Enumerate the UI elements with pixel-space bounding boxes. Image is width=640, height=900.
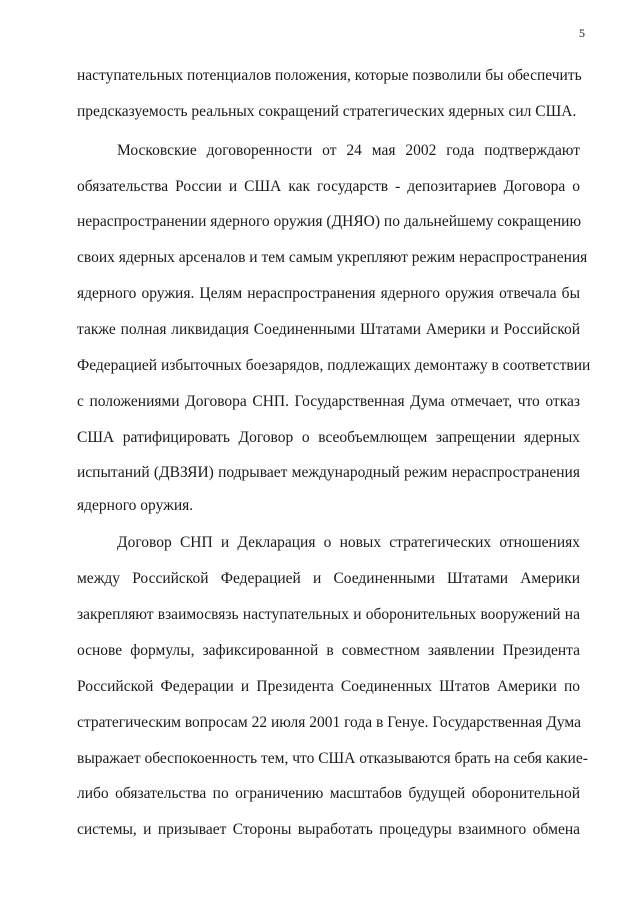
text-line: ядерного оружия. Целям нераспространения ядерного оружия отвечала бы xyxy=(77,285,580,302)
text-line: предсказуемость реальных сокращений стратегических ядерных сил США. xyxy=(77,103,577,120)
text-line: Федерацией избыточных боезарядов, подлежащих демонтажу в соответствии xyxy=(77,357,591,374)
text-line: основе формулы, зафиксированной в совместном заявлении Президента xyxy=(77,642,580,659)
text-line: также полная ликвидация Соединенными Штатами Америки и Российской xyxy=(77,321,580,338)
text-line: наступательных потенциалов положения, которые позволили бы обеспечить xyxy=(77,67,582,84)
text-line: Российской Федерации и Президента Соединенных Штатов Америки по xyxy=(77,678,580,695)
text-line: обязательства России и США как государств - депозитариев Договора о xyxy=(77,178,580,195)
text-line: Московские договоренности от 24 мая 2002 года подтверждают xyxy=(117,142,580,159)
text-line: США ратифицировать Договор о всеобъемлющем запрещении ядерных xyxy=(77,429,580,446)
text-line: ядерного оружия. xyxy=(77,497,194,514)
page-number: 5 xyxy=(579,26,585,40)
text-line: нераспространении ядерного оружия (ДНЯО) по дальнейшему сокращению xyxy=(77,213,582,230)
text-line: с положениями Договора СНП. Государственная Дума отмечает, что отказ xyxy=(77,393,580,410)
text-line: стратегическим вопросам 22 июля 2001 года в Генуе. Государственная Дума xyxy=(77,714,581,731)
text-line: закрепляют взаимосвязь наступательных и оборонительных вооружений на xyxy=(77,606,580,623)
text-line: системы, и призывает Стороны выработать процедуры взаимного обмена xyxy=(77,821,580,838)
text-line: испытаний (ДВЗЯИ) подрывает международный режим нераспространения xyxy=(77,464,580,481)
text-line: Договор СНП и Декларация о новых стратегических отношениях xyxy=(117,534,580,551)
text-line: своих ядерных арсеналов и тем самым укрепляют режим нераспространения xyxy=(77,249,588,266)
text-line: либо обязательства по ограничению масштабов будущей оборонительной xyxy=(77,785,580,802)
text-line: выражает обеспокоенность тем, что США отказываются брать на себя какие- xyxy=(77,750,588,767)
text-line: между Российской Федерацией и Соединенными Штатами Америки xyxy=(77,570,580,587)
